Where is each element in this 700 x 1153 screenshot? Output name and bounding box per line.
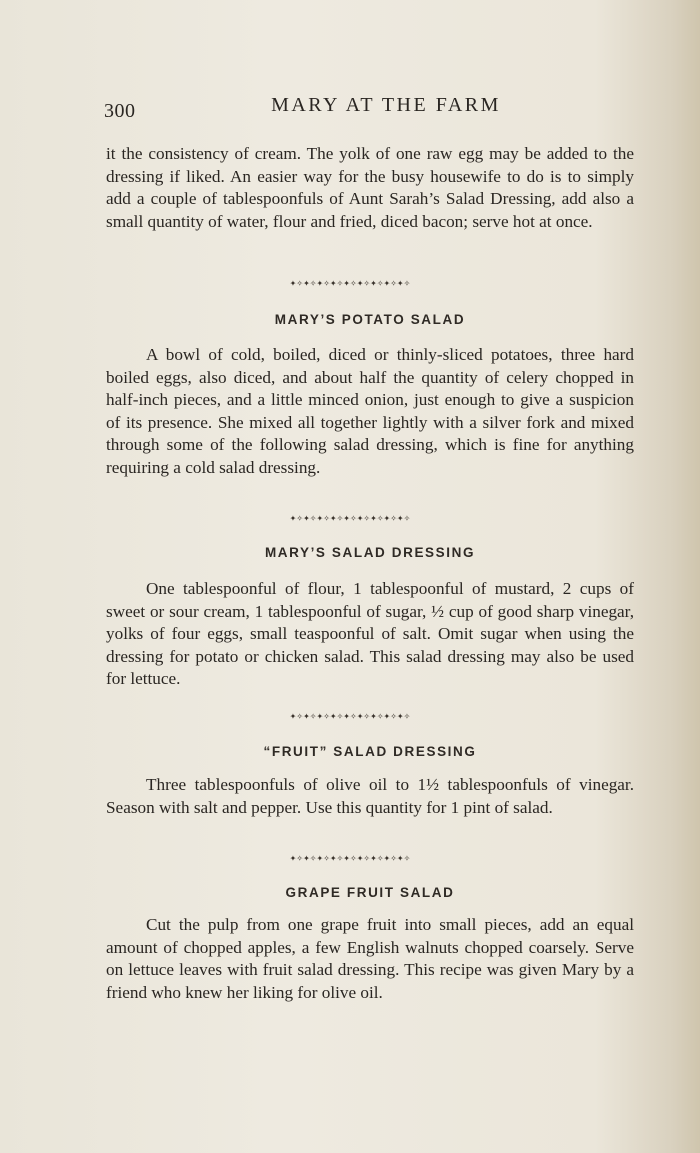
ornament-divider: ✦✧✦✧✦✧✦✧✦✧✦✧✦✧✦✧✦✧ [289, 279, 411, 288]
page-number: 300 [104, 100, 136, 122]
section-body-block [106, 344, 634, 480]
running-head [104, 92, 632, 122]
section-body-block [106, 774, 634, 819]
running-title: MARY AT THE FARM [271, 94, 501, 116]
ornament-divider: ✦✧✦✧✦✧✦✧✦✧✦✧✦✧✦✧✦✧ [289, 712, 411, 721]
section-heading: GRAPE FRUIT SALAD [285, 885, 455, 900]
continued-paragraph: it the consistency of cream. The yolk of one raw egg may be added to the dressing if liked. An easier way for the busy housewife to do is to simply add a couple of tablespoonfuls of Aunt Sarah’s Salad Dressing, add also a small quantity of water, flour and fried, diced bacon; serve hot at once. [106, 144, 634, 231]
ornament-divider: ✦✧✦✧✦✧✦✧✦✧✦✧✦✧✦✧✦✧ [289, 514, 411, 523]
section-paragraph: One tablespoonful of flour, 1 tablespoonful of mustard, 2 cups of sweet or sour cream, 1 tablespoonful of sugar, ½ cup of good sharp vinegar, yolks of four eggs, small teaspoonful of salt. Omit sugar when using the dressing for potato or chicken salad. This salad dressing may also be used for lettuce. [106, 579, 634, 689]
section-paragraph: A bowl of cold, boiled, diced or thinly-sliced potatoes, three hard boiled eggs, also diced, and about half the quantity of celery chopped in half-inch pieces, and a little minced onion, just enough to give a suspicion of its presence. She mixed all together lightly with a silver fork and mixed through some of the following salad dressing, which is fine for anything requiring a cold salad dressing. [106, 345, 634, 477]
section-heading: MARY’S SALAD DRESSING [264, 545, 476, 560]
section-body-block [106, 914, 634, 1004]
section-body-block [106, 578, 634, 691]
section-paragraph: Three tablespoonfuls of olive oil to 1½ tablespoonfuls of vinegar. Season with salt and pepper. Use this quantity for 1 pint of salad. [106, 775, 634, 817]
section-heading: MARY’S POTATO SALAD [274, 312, 466, 327]
ornament-divider: ✦✧✦✧✦✧✦✧✦✧✦✧✦✧✦✧✦✧ [289, 854, 411, 863]
section-heading: “FRUIT” SALAD DRESSING [263, 744, 477, 759]
continued-paragraph-block [106, 143, 634, 233]
section-paragraph: Cut the pulp from one grape fruit into small pieces, add an equal amount of chopped apples, a few English walnuts chopped coarsely. Serve on lettuce leaves with fruit salad dressing. This recipe was given Mary by a friend who knew her liking for olive oil. [106, 915, 634, 1002]
